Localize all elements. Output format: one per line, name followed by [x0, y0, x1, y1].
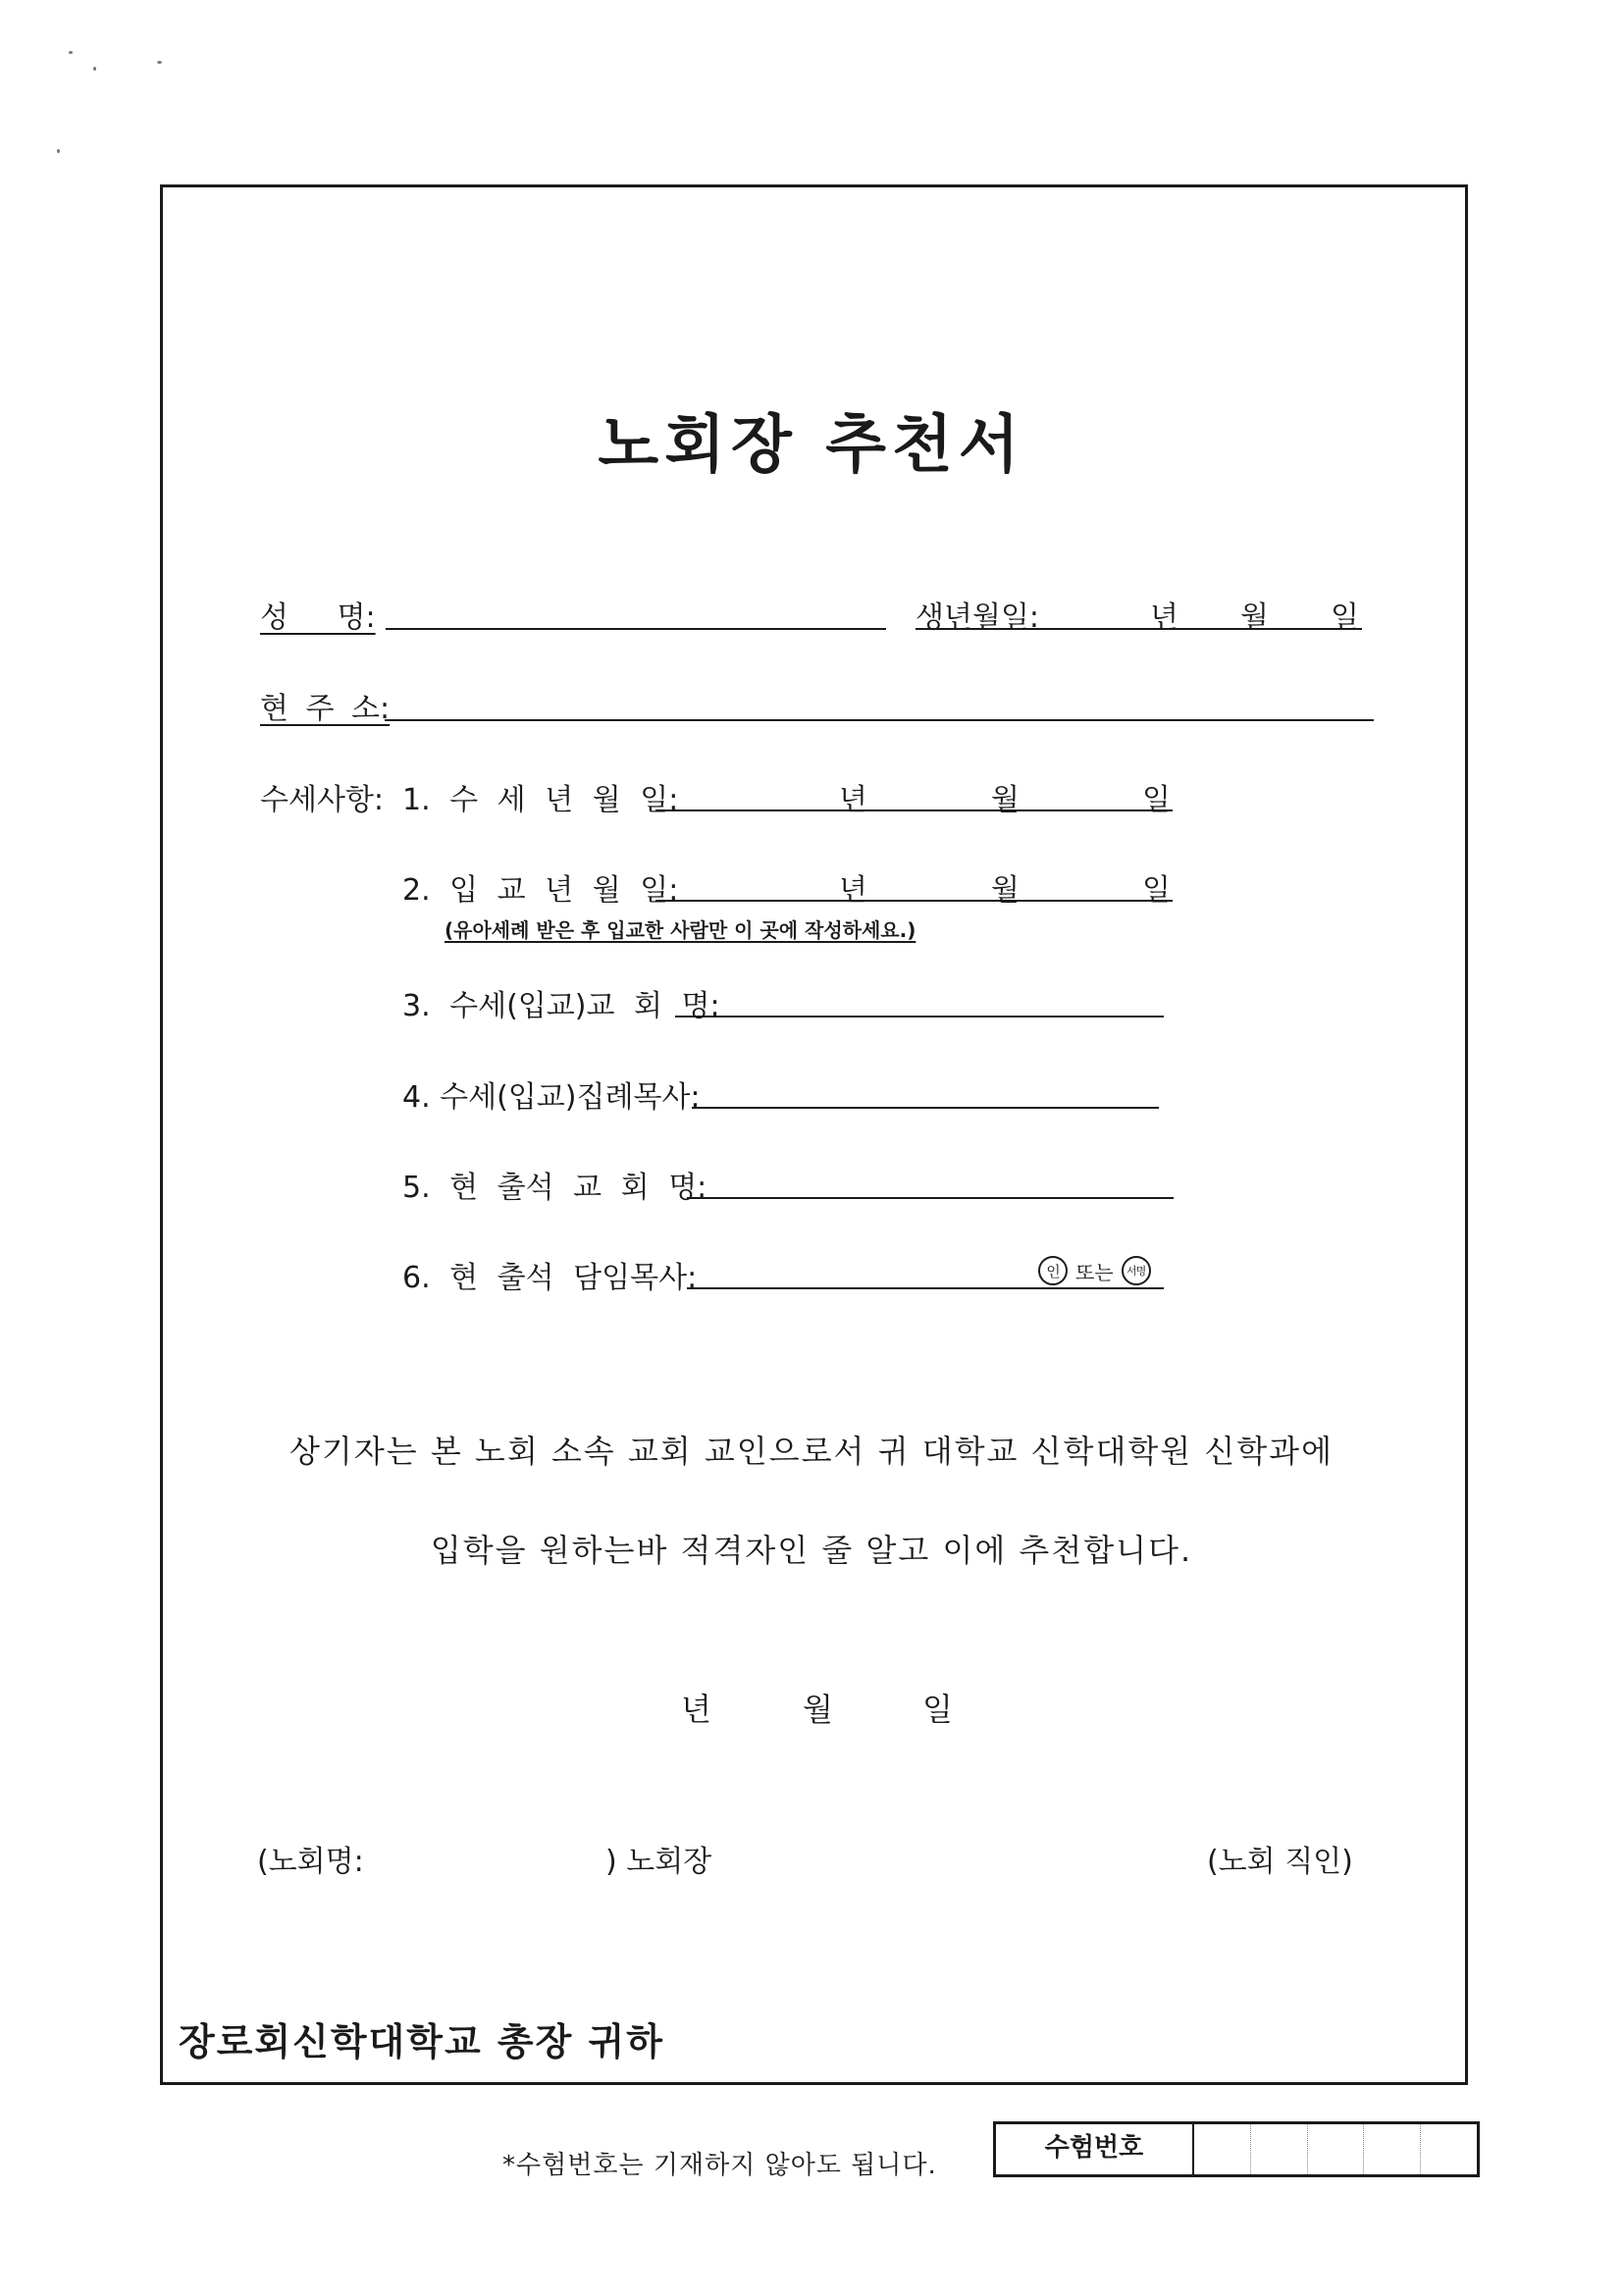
- scan-speck: [93, 67, 96, 71]
- birth-label: 생년월일:: [916, 600, 1040, 635]
- scan-speck: [57, 149, 60, 153]
- item-2-note: (유아세례 받은 후 입교한 사람만 이 곳에 작성하세요.): [445, 918, 916, 942]
- exam-number-box: [993, 2121, 1480, 2177]
- baptism-label: 수세사항:: [260, 783, 385, 817]
- exam-note: *수험번호는 기재하지 않아도 됩니다.: [502, 2151, 937, 2180]
- birth-month: 월: [1240, 600, 1269, 635]
- birth-day: 일: [1331, 600, 1359, 635]
- seal-or-signature: [1038, 1256, 1151, 1285]
- officiating-pastor-field[interactable]: [692, 1107, 1159, 1109]
- exam-number-cell[interactable]: [1251, 2124, 1308, 2174]
- exam-number-cell[interactable]: [1194, 2124, 1251, 2174]
- current-pastor-field[interactable]: [687, 1287, 1164, 1289]
- current-church-field[interactable]: [687, 1197, 1174, 1199]
- scan-speck: [69, 51, 73, 54]
- item-2-year: 년: [839, 873, 867, 908]
- name-label: 성 명:: [260, 600, 376, 635]
- date-day: 일: [922, 1691, 953, 1728]
- exam-number-label: 수험번호: [996, 2124, 1194, 2174]
- item-4-label: 4. 수세(입교)집례목사:: [402, 1080, 701, 1115]
- exam-number-cell[interactable]: [1421, 2124, 1477, 2174]
- date-month: 월: [803, 1691, 833, 1728]
- baptism-date-field[interactable]: [655, 809, 1173, 811]
- statement-line-1: 상기자는 본 노회 소속 교회 교인으로서 귀 대학교 신학대학원 신학과에: [289, 1433, 1334, 1470]
- signature-mark: 서명: [1122, 1256, 1151, 1285]
- presbytery-moderator-label: ) 노회장: [605, 1845, 712, 1879]
- date-year: 년: [681, 1691, 711, 1728]
- scan-speck: [157, 61, 162, 64]
- item-1-label: 1. 수 세 년 월 일:: [402, 783, 679, 817]
- item-6-label: 6. 현 출석 담임목사:: [402, 1261, 698, 1295]
- confirmation-date-field[interactable]: [655, 900, 1173, 902]
- item-1-day: 일: [1142, 783, 1171, 817]
- exam-number-cell[interactable]: [1364, 2124, 1421, 2174]
- document-title: 노회장 추천서: [598, 409, 1025, 482]
- item-5-label: 5. 현 출석 교 회 명:: [402, 1171, 707, 1205]
- baptism-church-field[interactable]: [675, 1016, 1164, 1018]
- presbytery-name-label: (노회명:: [257, 1845, 364, 1879]
- presbytery-seal-label: (노회 직인): [1207, 1845, 1353, 1879]
- item-2-label: 2. 입 교 년 월 일:: [402, 873, 679, 908]
- exam-number-cell[interactable]: [1308, 2124, 1365, 2174]
- address-label: 현 주 소:: [260, 692, 391, 726]
- birth-year: 년: [1150, 600, 1178, 635]
- birth-field[interactable]: [916, 628, 1362, 630]
- name-field[interactable]: [386, 628, 886, 630]
- item-3-label: 3. 수세(입교)교 회 명:: [402, 989, 720, 1023]
- seal-mark: 인: [1038, 1256, 1068, 1285]
- statement-line-2: 입학을 원하는바 적격자인 줄 알고 이에 추천합니다.: [430, 1532, 1193, 1569]
- item-1-year: 년: [839, 783, 867, 817]
- item-2-month: 월: [991, 873, 1020, 908]
- addressee: 장로회신학대학교 총장 귀하: [179, 2020, 664, 2063]
- address-field[interactable]: [385, 719, 1374, 721]
- item-2-day: 일: [1142, 873, 1171, 908]
- seal-or-text: 또는: [1075, 1260, 1114, 1284]
- item-1-month: 월: [991, 783, 1020, 817]
